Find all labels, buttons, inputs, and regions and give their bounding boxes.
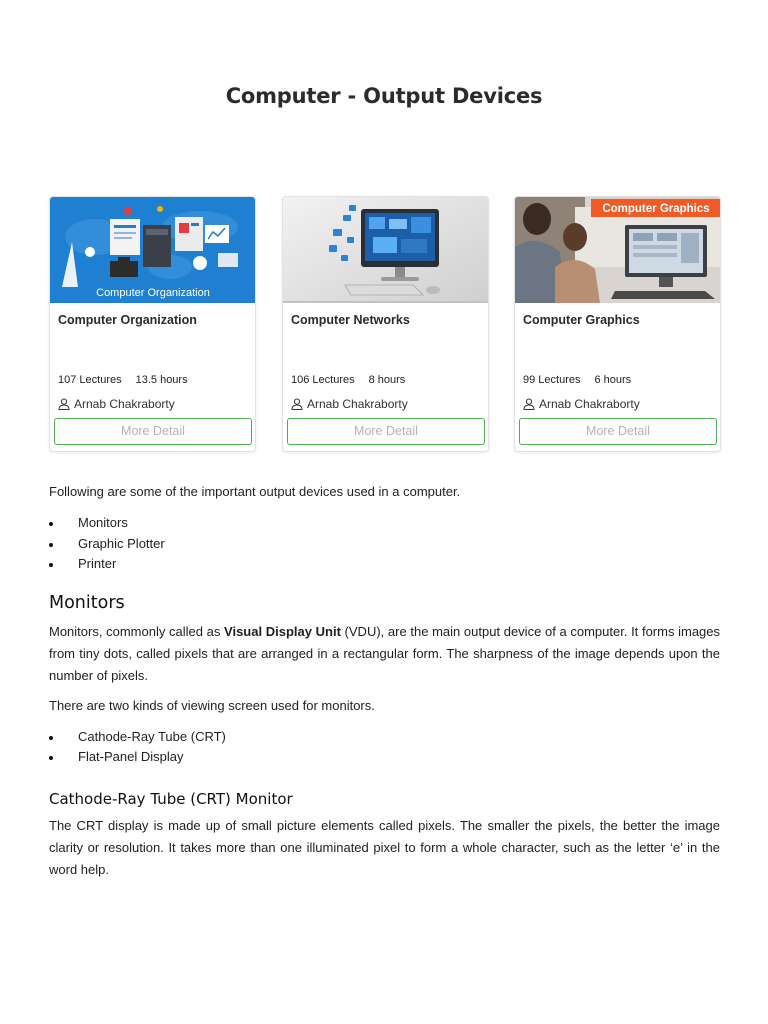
monitors-heading: Monitors [49, 592, 125, 613]
page-title: Computer - Output Devices [225, 84, 543, 108]
course-meta [58, 374, 188, 386]
user-icon [291, 398, 303, 410]
course-meta [291, 374, 405, 386]
output-devices-list [49, 513, 720, 575]
vdu-term: Visual Display Unit [224, 623, 341, 639]
list-item: Printer [49, 554, 720, 575]
course-author [523, 397, 640, 411]
course-author [291, 397, 408, 411]
course-hours: 13.5 hours [135, 374, 188, 386]
list-item: Cathode-Ray Tube (CRT) [49, 727, 720, 748]
course-thumbnail[interactable] [283, 197, 489, 303]
monitor-kinds-list [49, 727, 720, 768]
course-title[interactable]: Computer Organization [58, 313, 197, 327]
lectures-count: 99 Lectures [523, 374, 581, 386]
more-detail-button[interactable]: More Detail [287, 418, 485, 445]
course-thumbnail[interactable] [515, 197, 721, 303]
computer-networks-illustration [283, 197, 489, 303]
lectures-count: 107 Lectures [58, 374, 122, 386]
course-card[interactable] [49, 196, 256, 452]
course-hours: 8 hours [368, 374, 406, 386]
thumbnail-caption: Computer Graphics [602, 203, 710, 215]
monitors-text-rest: (VDU), are the main output device of a computer. It forms images from tiny dots, called pixels that are arranged in a rectangular form. The sharpness of the image depends upon the number of pixels. [49, 623, 721, 683]
course-author [58, 397, 175, 411]
article-body [49, 481, 720, 881]
list-item: Flat-Panel Display [49, 747, 720, 768]
monitors-text-lead: Monitors, commonly called as [49, 623, 225, 639]
course-hours: 6 hours [594, 374, 632, 386]
monitors-paragraph [49, 621, 720, 687]
list-item: Monitors [49, 513, 720, 534]
author-name: Arnab Chakraborty [74, 397, 175, 411]
computer-organization-illustration [50, 197, 256, 303]
course-thumbnail[interactable] [50, 197, 256, 303]
lectures-count: 106 Lectures [291, 374, 355, 386]
user-icon [523, 398, 535, 410]
intro-paragraph: Following are some of the important output devices used in a computer. [49, 484, 461, 499]
more-detail-button[interactable]: More Detail [54, 418, 252, 445]
course-card[interactable] [282, 196, 489, 452]
crt-heading: Cathode-Ray Tube (CRT) Monitor [49, 789, 293, 808]
author-name: Arnab Chakraborty [307, 397, 408, 411]
crt-paragraph: The CRT display is made up of small picture elements called pixels. The smaller the pixels, the better the image clarity or resolution. It takes more than one illuminated pixel to form a whole character, such as the letter ‘e’ in the word help. [49, 817, 720, 877]
course-title[interactable]: Computer Networks [291, 313, 410, 327]
list-item: Graphic Plotter [49, 534, 720, 555]
computer-graphics-illustration [515, 197, 721, 303]
more-detail-button[interactable]: More Detail [519, 418, 717, 445]
course-cards [49, 196, 721, 452]
course-card[interactable] [514, 196, 721, 452]
monitors-kinds-intro: There are two kinds of viewing screen used for monitors. [49, 697, 375, 713]
user-icon [58, 398, 70, 410]
course-title[interactable]: Computer Graphics [523, 313, 640, 327]
course-meta [523, 374, 631, 386]
thumbnail-caption: Computer Organization [96, 287, 210, 299]
author-name: Arnab Chakraborty [539, 397, 640, 411]
